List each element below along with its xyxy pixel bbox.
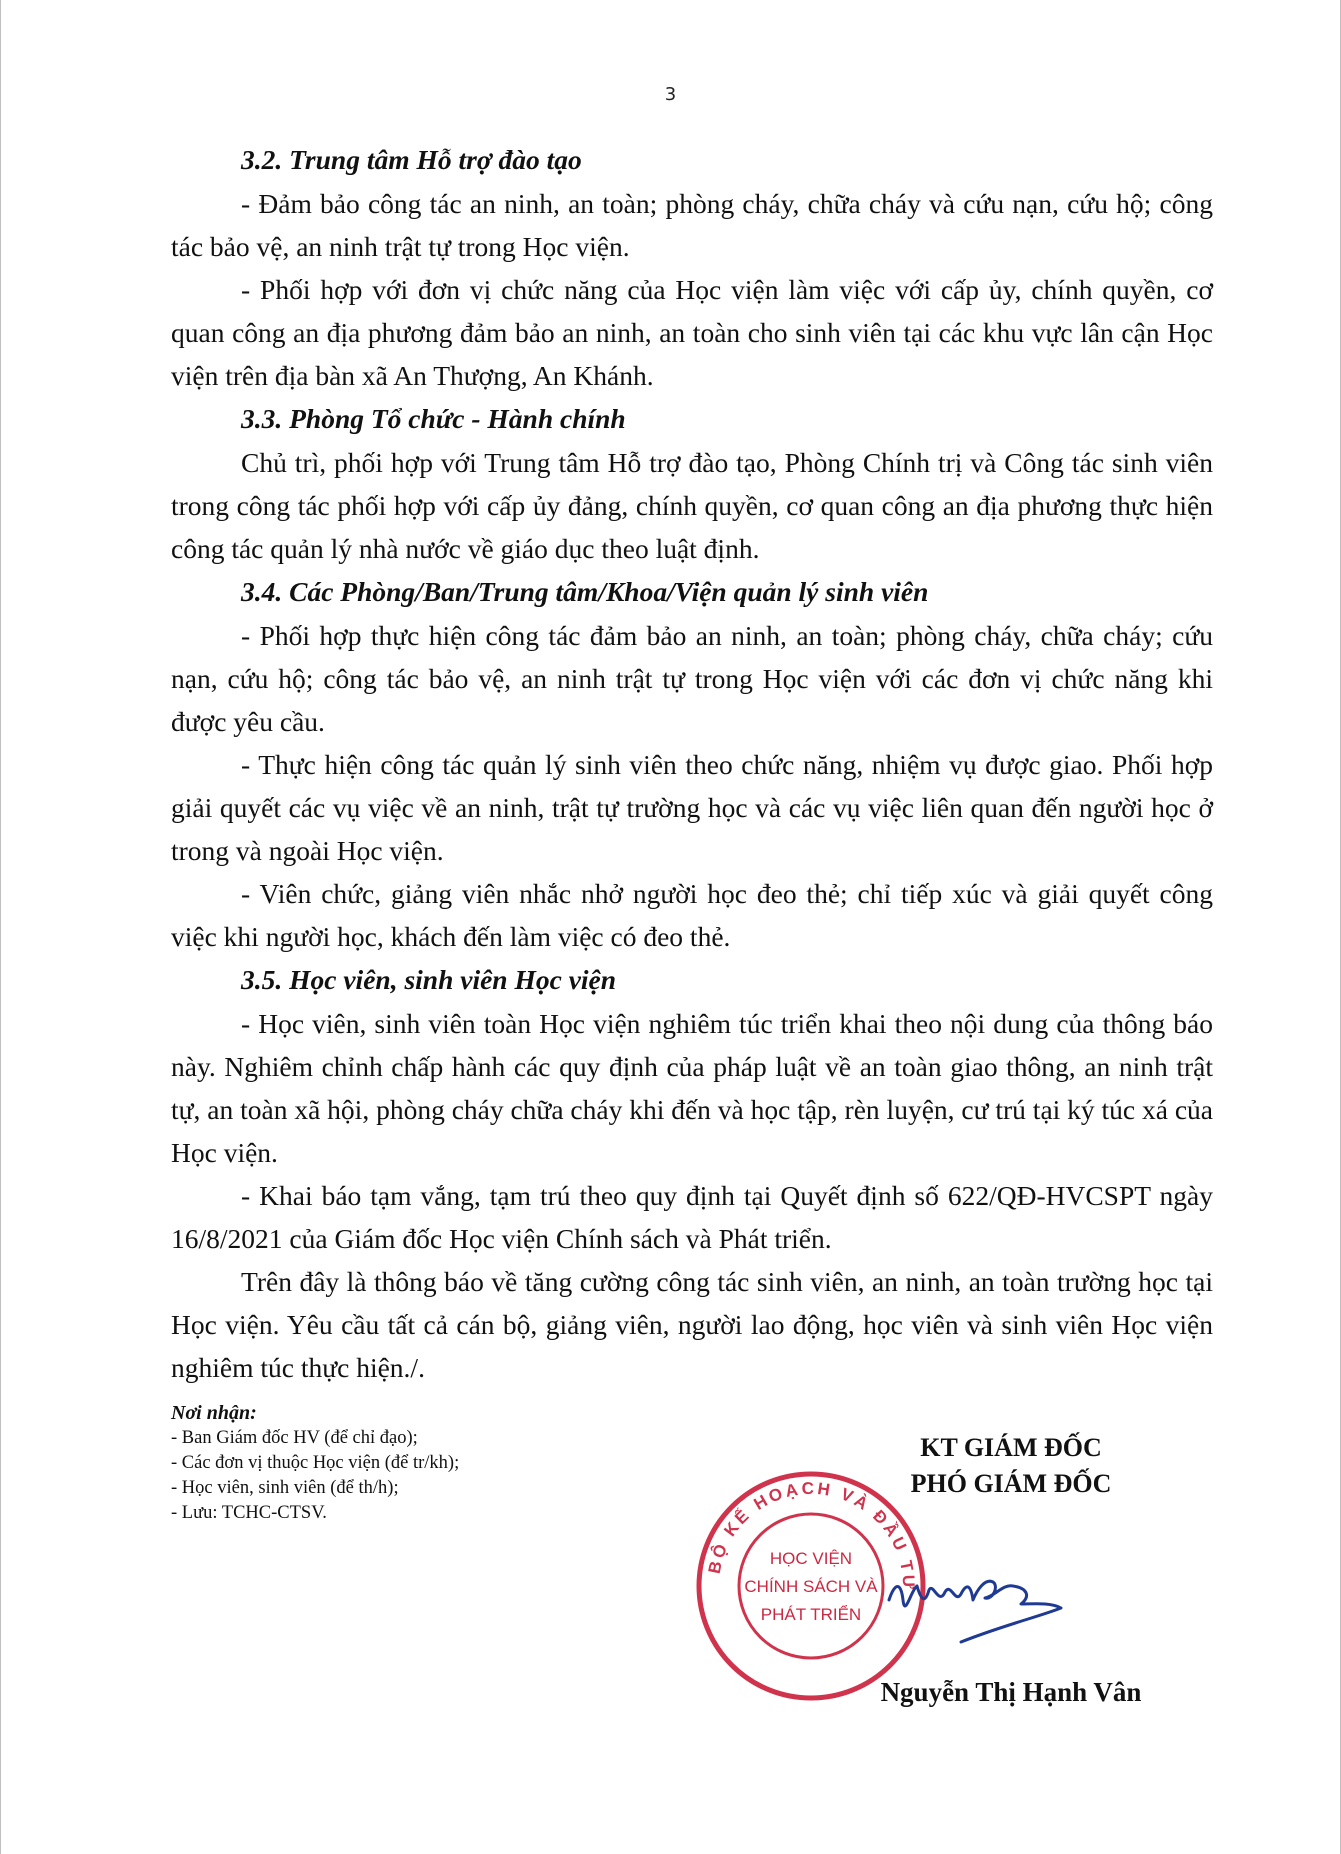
paragraph: - Viên chức, giảng viên nhắc nhở người học đeo thẻ; chỉ tiếp xúc và giải quyết công việc khi người học, khách đến làm việc có đeo thẻ.	[171, 878, 1213, 952]
page-number: 3	[664, 84, 677, 105]
paragraph: - Đảm bảo công tác an ninh, an toàn; phòng cháy, chữa cháy và cứu nạn, cứu hộ; công tác bảo vệ, an ninh trật tự trong Học viện.	[171, 188, 1213, 262]
recipient-item: - Lưu: TCHC-CTSV.	[171, 1503, 327, 1523]
seal-outer-text: BỘ KẾ HOẠCH VÀ ĐẦU TƯ	[704, 1478, 919, 1593]
paragraph: - Phối hợp với đơn vị chức năng của Học viện làm việc với cấp ủy, chính quyền, cơ quan công an địa phương đảm bảo an ninh, an toàn cho sinh viên tại các khu vực lân cận Học viện trên địa bàn xã An Thượng, An Khánh.	[171, 274, 1213, 391]
seal-inner-line1: HỌC VIỆN	[769, 1549, 853, 1568]
recipients-block	[171, 1401, 691, 1526]
recipient-item: - Học viên, sinh viên (để th/h);	[171, 1478, 399, 1498]
paragraph: - Phối hợp thực hiện công tác đảm bảo an ninh, an toàn; phòng cháy, chữa cháy; cứu nạn, cứu hộ; công tác bảo vệ, an ninh trật tự trong Học viện với các đơn vị chức năng khi được yêu cầu.	[171, 620, 1213, 737]
paragraph: - Khai báo tạm vắng, tạm trú theo quy định tại Quyết định số 622/QĐ-HVCSPT ngày 16/8/2021 của Giám đốc Học viện Chính sách và Phát triển.	[171, 1180, 1213, 1254]
signature-title-line1: KT GIÁM ĐỐC	[920, 1433, 1102, 1462]
signer-name: Nguyễn Thị Hạnh Vân	[880, 1677, 1142, 1707]
signature-title-line2: PHÓ GIÁM ĐỐC	[910, 1469, 1112, 1498]
recipient-item: - Ban Giám đốc HV (để chỉ đạo);	[171, 1428, 418, 1448]
paragraph: - Thực hiện công tác quản lý sinh viên theo chức năng, nhiệm vụ được giao. Phối hợp giải quyết các vụ việc về an ninh, trật tự trường học và các vụ việc liên quan đến người học ở trong và ngoài Học viện.	[171, 749, 1213, 866]
paragraph: - Học viên, sinh viên toàn Học viện nghiêm túc triển khai theo nội dung của thông báo này. Nghiêm chỉnh chấp hành các quy định của pháp luật về an toàn giao thông, an ninh trật tự, an toàn xã hội, phòng cháy chữa cháy khi đến và học tập, rèn luyện, cư trú tại ký túc xá của Học viện.	[171, 1008, 1214, 1168]
section-heading: 3.4. Các Phòng/Ban/Trung tâm/Khoa/Viện quản lý sinh viên	[241, 576, 929, 607]
closing-paragraph: Trên đây là thông báo về tăng cường công tác sinh viên, an ninh, an toàn trường học tại Học viện. Yêu cầu tất cả cán bộ, giảng viên, người lao động, học viên và sinh viên Học viện nghiêm túc thực hiện./.	[171, 1266, 1213, 1383]
paragraph: Chủ trì, phối hợp với Trung tâm Hỗ trợ đào tạo, Phòng Chính trị và Công tác sinh viên trong công tác phối hợp với cấp ủy đảng, chính quyền, cơ quan công an địa phương thực hiện công tác quản lý nhà nước về giáo dục theo luật định.	[171, 447, 1213, 564]
signature-block	[761, 1430, 1231, 1730]
recipient-item: - Các đơn vị thuộc Học viện (để tr/kh);	[171, 1453, 460, 1473]
recipients-title: Nơi nhận:	[171, 1402, 257, 1424]
section-heading: 3.5. Học viên, sinh viên Học viện	[241, 964, 617, 995]
section-heading: 3.3. Phòng Tổ chức - Hành chính	[241, 403, 626, 434]
seal-inner-line2: CHÍNH SÁCH VÀ	[744, 1577, 878, 1596]
recipients-list	[171, 1426, 691, 1526]
document-body	[171, 138, 1213, 1389]
seal-inner-line3: PHÁT TRIỂN	[760, 1605, 862, 1624]
section-heading: 3.2. Trung tâm Hỗ trợ đào tạo	[241, 144, 582, 175]
